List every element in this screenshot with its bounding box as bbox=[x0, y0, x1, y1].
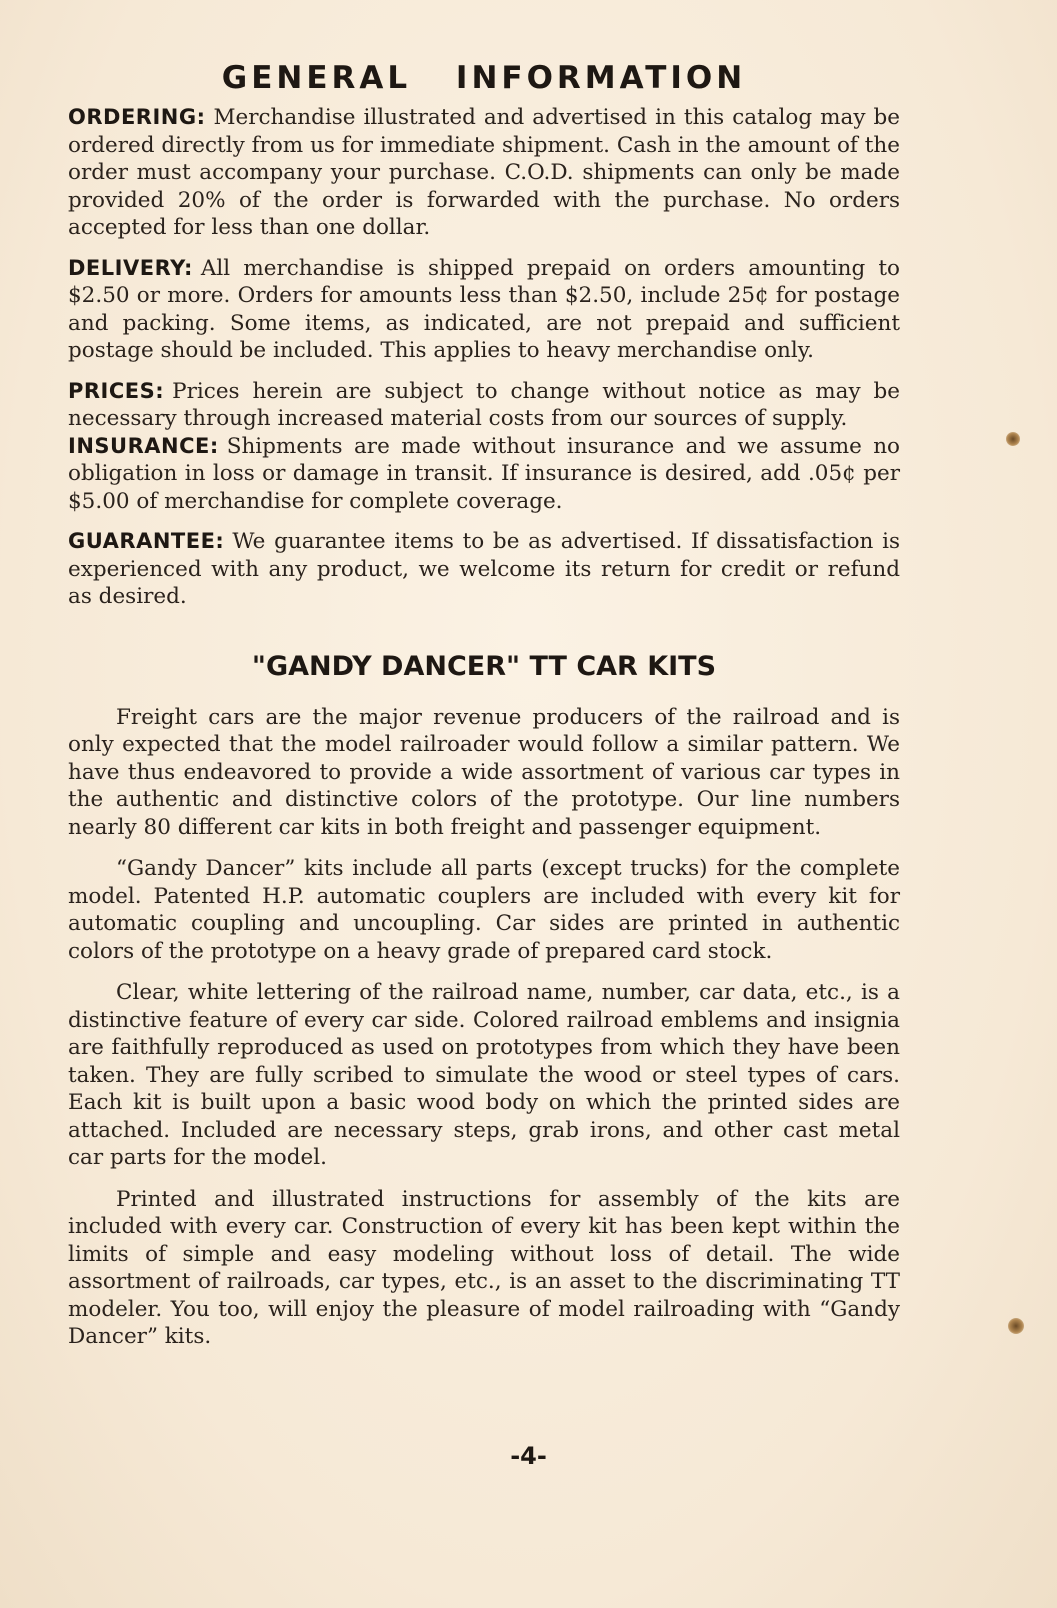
staple-hole bbox=[1006, 432, 1020, 446]
section-text: Merchandise illustrated and advertised in this catalog may be ordered directly from us for immediate shipment. Cash in the amount of the order must accompany your purchase. C.O.D. shipments can only be made provided 20% of the order is forwarded with the purchase. No orders accepted for less than one dollar. bbox=[68, 105, 900, 240]
section-label: INSURANCE: bbox=[68, 433, 219, 458]
ordering-section bbox=[68, 104, 900, 242]
section-label: GUARANTEE: bbox=[68, 529, 225, 553]
delivery-section bbox=[68, 255, 900, 365]
section-title: "GANDY DANCER" TT CAR KITS bbox=[251, 650, 717, 682]
section-text: Prices herein are subject to change without notice as may be necessary through increased material costs from our sources of supply. bbox=[68, 378, 900, 431]
section-text: All merchandise is shipped prepaid on orders amounting to $2.50 or more. Orders for amounts less than $2.50, include 25¢ for postage and packing. Some items, as indicated, are not prepaid and sufficient postage should be included. This applies to heavy merchandise only. bbox=[68, 255, 900, 363]
body-paragraph: Freight cars are the major revenue producers of the railroad and is only expected that the model railroader would follow a similar pattern. We have thus endeavored to provide a wide assortment of various car types in the authentic and distinctive colors of the prototype. Our line numbers nearly 80 different car kits in both freight and passenger equipment. bbox=[68, 704, 900, 840]
body-paragraph: Clear, white lettering of the railroad name, number, car data, etc., is a distinctive feature of every car side. Colored railroad emblems and insignia are faithfully reproduced as used on prototypes from which they have been taken. They are fully scribed to simulate the wood or steel types of cars. Each kit is built upon a basic wood body on which the printed sides are attached. Included are necessary steps, grab irons, and other cast metal car parts for the model. bbox=[68, 980, 900, 1170]
section-label: DELIVERY: bbox=[68, 255, 193, 280]
section-text: We guarantee items to be as advertised. If dissatisfaction is experienced with any product, we welcome its return for credit or refund as desired. bbox=[68, 529, 900, 609]
guarantee-section bbox=[68, 528, 900, 611]
body-paragraph: Printed and illustrated instructions for assembly of the kits are included with every car. Construction of every kit has been kept within the limits of simple and easy modeling without loss of detail. The wide assortment of railroads, car types, etc., is an asset to the discriminating TT modeler. You too, will enjoy the pleasure of model railroading with “Gandy Dancer” kits. bbox=[68, 1186, 900, 1349]
page-title: GENERAL INFORMATION bbox=[221, 60, 747, 96]
insurance-section bbox=[68, 433, 900, 516]
section-label: PRICES: bbox=[68, 378, 165, 403]
section-label: ORDERING: bbox=[68, 105, 206, 129]
staple-hole bbox=[1008, 1318, 1024, 1334]
page-number: -4- bbox=[510, 1442, 547, 1470]
section-text: Shipments are made without insurance and we assume no obligation in loss or damage in transit. If insurance is desired, add .05¢ per $5.00 of merchandise for complete coverage. bbox=[68, 433, 900, 514]
body-paragraph: “Gandy Dancer” kits include all parts (except trucks) for the complete model. Patented H.P. automatic couplers are included with every kit for automatic coupling and uncoupling. Car sides are printed in authentic colors of the prototype on a heavy grade of prepared card stock. bbox=[68, 856, 900, 964]
page-content bbox=[68, 60, 900, 1365]
prices-section bbox=[68, 378, 900, 433]
